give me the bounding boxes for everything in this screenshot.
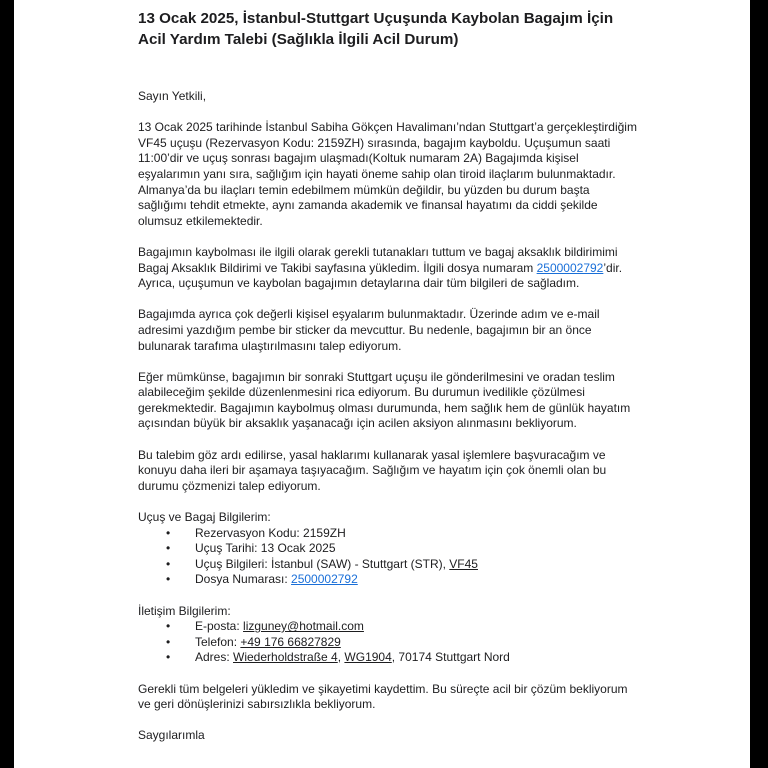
paragraph-2 — [138, 245, 638, 292]
bullet-icon: • — [166, 525, 171, 540]
address-unit-link[interactable]: WG1904 — [344, 650, 392, 665]
email-body — [138, 8, 638, 744]
bullet-icon: • — [166, 541, 171, 556]
paragraph-3: Bagajımda ayrıca çok değerli kişisel eşyalarım bulunmaktadır. Üzerinde adım ve e-mail adresimi yazdığım pembe bir sticker da mevcuttur. Bu nedenle, bagajımın bir an önce bulunarak tarafıma ulaştırılmasını talep ediyorum. — [138, 307, 600, 353]
phone-label: Telefon: — [195, 634, 241, 649]
address-label: Adres: — [195, 650, 234, 665]
reservation-code: Rezervasyon Kodu: 2159ZH — [195, 525, 346, 540]
list-item — [138, 572, 638, 588]
flight-info-list — [138, 526, 638, 588]
paragraph-4: Eğer mümkünse, bagajımın bir sonraki Stuttgart uçuşu ile gönderilmesini ve oradan teslim alabileceğim şekilde düzenlenmesini rica ediyorum. Bu durumun ivedilikle çözülmesi gerekmektedir. Bagajımın kaybolmuş olması durumunda, hem sağlık hem de günlük hayatım açısından büyük bir aksaklık yaşanacağı için acilen aksiyon alınmasını bekliyorum. — [138, 369, 631, 431]
contact-info-list — [138, 619, 638, 666]
list-item — [138, 619, 638, 635]
flight-info: Uçuş Bilgileri: İstanbul (SAW) - Stuttgart (STR), — [195, 556, 450, 571]
paragraph-1: 13 Ocak 2025 tarihinde İstanbul Sabiha Gökçen Havalimanı’ndan Stuttgart’a gerçekleştirdiğim VF45 uçuşu (Rezervasyon Kodu: 2159ZH) sırasında, bagajım kayboldu. Uçuşumun saati 11:00’dir ve uçuş sonrası bagajım ulaşmadı(Koltuk numaram 2A) Bagajımda kişisel eşyalarımın yanı sıra, sağlığım için hayati öneme sahip olan tiroid ilaçlarım bulunmaktadır. Almanya’da bu ilaçları temin edebilmem mümkün değildir, bu yüzden bu durum başta sağlığımı tehdit etmekte, aynı zamanda akademik ve finansal hayatımı da ciddi şekilde olumsuz etkilemektedir. — [138, 120, 637, 228]
paragraph-5: Bu talebim göz ardı edilirse, yasal haklarımı kullanarak yasal işlemlere başvuracağım ve konuyu daha ileri bir aşamaya taşıyacağım. Sağlığım ve hayatım için çok önemli olan bu durumu çözmenizi talep ediyorum. — [138, 447, 607, 493]
contact-section-title: İletişim Bilgilerim: — [138, 603, 231, 618]
closing: Saygılarımla — [138, 728, 205, 743]
file-number-label: Dosya Numarası: — [195, 572, 292, 587]
list-item — [138, 650, 638, 666]
paragraph-2-text-end: ’dir. Ayrıca, uçuşumun ve kaybolan bagajımın detaylarına dair tüm bilgileri de sağladım. — [138, 260, 623, 291]
address-city: , 70174 Stuttgart Nord — [391, 650, 510, 665]
flight-section-title: Uçuş ve Bagaj Bilgilerim: — [138, 510, 271, 525]
file-number-link[interactable]: 2500002792 — [536, 260, 604, 275]
email-title: 13 Ocak 2025, İstanbul-Stuttgart Uçuşunda Kaybolan Bagajım İçin Acil Yardım Talebi (Sağlıkla İlgili Acil Durum) — [138, 10, 614, 48]
address-street-link[interactable]: Wiederholdstraße 4 — [233, 650, 338, 665]
phone-number-link[interactable]: +49 176 66827829 — [240, 634, 341, 649]
greeting: Sayın Yetkili, — [138, 89, 207, 103]
list-item — [138, 557, 638, 573]
list-item — [138, 635, 638, 651]
bullet-icon: • — [166, 634, 171, 649]
bullet-icon: • — [166, 619, 171, 634]
flight-number[interactable]: VF45 — [449, 556, 478, 571]
paragraph-6: Gerekli tüm belgeleri yükledim ve şikayetimi kaydettim. Bu süreçte acil bir çözüm bekliyorum ve geri dönüşlerinizi sabırsızlıkla bekliyorum. — [138, 681, 628, 712]
document-page — [14, 0, 750, 768]
paragraph-2-text-start: Bagajımın kaybolması ile ilgili olarak gerekli tutanakları tuttum ve bagaj aksaklık bildirimimi Bagaj Aksaklık Bildirimi ve Takibi sayfasına yükledim. İlgili dosya numaram — [138, 244, 618, 275]
email-label: E-posta: — [195, 619, 244, 634]
bullet-icon: • — [166, 572, 171, 587]
list-item — [138, 526, 638, 542]
file-number-link-list[interactable]: 2500002792 — [291, 572, 358, 587]
flight-date: Uçuş Tarihi: 13 Ocak 2025 — [195, 541, 336, 556]
bullet-icon: • — [166, 650, 171, 665]
email-address-link[interactable]: lizguney@hotmail.com — [243, 619, 364, 634]
address-separator: , — [337, 650, 345, 665]
list-item — [138, 541, 638, 557]
bullet-icon: • — [166, 556, 171, 571]
